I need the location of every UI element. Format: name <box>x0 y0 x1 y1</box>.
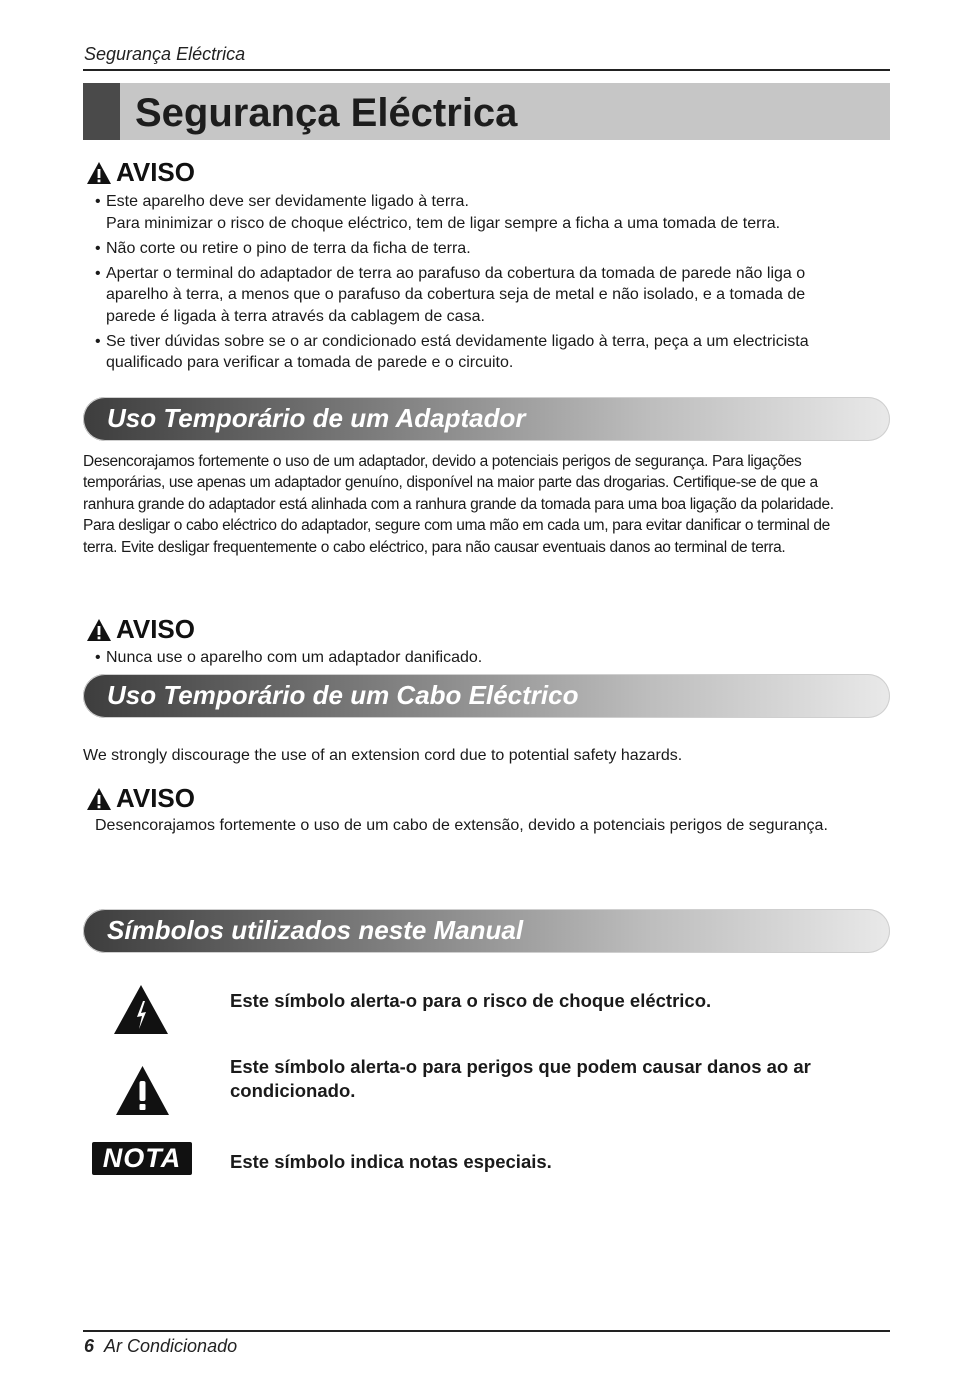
page-title: Segurança Eléctrica <box>135 91 518 135</box>
warning-heading-2 <box>86 614 195 645</box>
warning-triangle-icon <box>86 618 112 642</box>
section-heading-adapter <box>83 397 890 441</box>
warning-heading-1 <box>86 157 195 188</box>
electric-shock-icon <box>112 983 170 1036</box>
warning-text-3: Desencorajamos fortemente o uso de um cabo de extensão, devido a potenciais perigos de segurança. <box>95 817 828 834</box>
exclamation-triangle-icon <box>114 1064 171 1117</box>
warning-label: AVISO <box>116 783 195 813</box>
warning-triangle-icon <box>86 787 112 811</box>
page-footer <box>84 1336 237 1357</box>
list-item: • Não corte ou retire o pino de terra da ficha de terra. <box>95 239 471 257</box>
warning-triangle-icon <box>86 161 112 185</box>
footer-rule <box>83 1330 890 1332</box>
running-header: Segurança Eléctrica <box>84 44 246 64</box>
list-item: • Se tiver dúvidas sobre se o ar condicionado está devidamente ligado à terra, peça a um electricista qualificado para verificar a tomada de parede e o circuito. <box>95 332 809 371</box>
page-number: 6 <box>84 1336 95 1356</box>
section-title: Uso Temporário de um Adaptador <box>107 403 526 433</box>
footer-doc-title: Ar Condicionado <box>104 1336 238 1356</box>
section-heading-symbols <box>83 909 890 953</box>
list-item: • Este aparelho deve ser devidamente ligado à terra. Para minimizar o risco de choque eléctrico, tem de ligar sempre a ficha a uma tomada de terra. <box>95 193 781 232</box>
list-item: • Apertar o terminal do adaptador de terra ao parafuso da cobertura da tomada de parede não liga o aparelho à terra, a menos que o parafuso da cobertura seja de metal e não isolado, e a tomada de parede é ligada à terra através da cablagem de casa. <box>95 264 806 325</box>
header-rule <box>83 69 890 71</box>
warning-list-1 <box>83 191 883 377</box>
symbol-danger-description: Este símbolo alerta-o para perigos que podem causar danos ao ar condicionado. <box>230 1056 811 1101</box>
section-heading-cord <box>83 674 890 718</box>
symbol-nota-description: Este símbolo indica notas especiais. <box>230 1151 552 1172</box>
warning-heading-3 <box>86 783 195 814</box>
section-title: Uso Temporário de um Cabo Eléctrico <box>107 680 579 710</box>
list-item: • Nunca use o aparelho com um adaptador danificado. <box>95 649 483 666</box>
warning-list-2 <box>83 647 883 672</box>
section-title: Símbolos utilizados neste Manual <box>107 915 524 945</box>
warning-label: AVISO <box>116 157 195 187</box>
warning-label: AVISO <box>116 614 195 644</box>
symbol-shock-description: Este símbolo alerta-o para o risco de choque eléctrico. <box>230 990 712 1011</box>
nota-badge: NOTA <box>92 1142 192 1175</box>
cord-paragraph: We strongly discourage the use of an extension cord due to potential safety hazards. <box>83 747 683 764</box>
page-title-bar <box>83 83 890 140</box>
adapter-paragraph: Desencorajamos fortemente o uso de um adaptador, devido a potenciais perigos de segurança. Para ligações temporárias, use apenas um adaptador genuíno, disponível na maior parte das drogarias. Certifique-se de que a ranhura grande do adaptador está alinhada com a ranhura grande da tomada para uma boa ligação da polaridade. Para desligar o cabo eléctrico do adaptador, segure com uma mão em cada um, para evitar danificar o terminal de terra. Evite desligar frequentemente o cabo eléctrico, para não causar eventuais danos ao terminal de terra. <box>83 453 834 556</box>
title-block-accent <box>83 83 120 140</box>
